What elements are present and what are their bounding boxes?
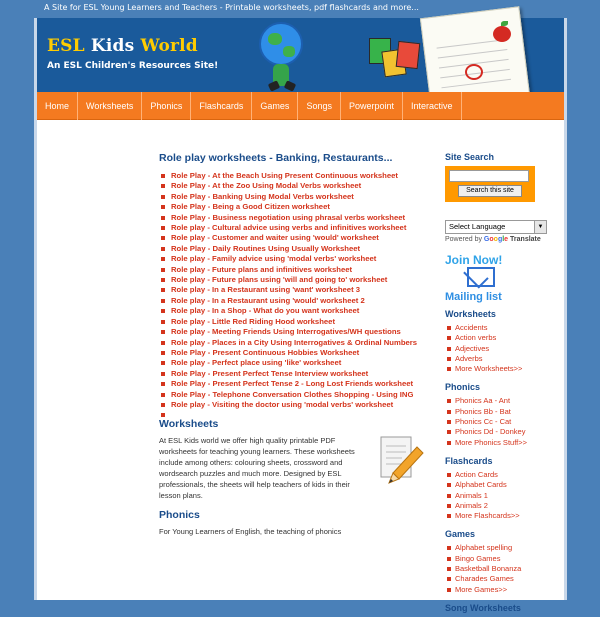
sidebar-games-list xyxy=(445,543,561,594)
role-play-link[interactable]: Role play - Cultural advice using verbs and infinitives worksheet xyxy=(159,223,435,233)
role-play-link[interactable]: Role play - Visiting the doctor using 'modal verbs' worksheet xyxy=(159,400,435,410)
sidebar-link[interactable]: Phonics Aa - Ant xyxy=(445,396,561,406)
sidebar-link[interactable]: Basketball Bonanza xyxy=(445,564,561,574)
sidebar-link[interactable]: Alphabet Cards xyxy=(445,480,561,490)
pencil-paper-icon xyxy=(377,433,423,489)
google-logo-icon: Google xyxy=(483,236,509,243)
role-play-link[interactable]: Role play - In a Shop - What do you want worksheet xyxy=(159,306,435,316)
nav-worksheets[interactable]: Worksheets xyxy=(78,92,142,120)
translate-label: Translate xyxy=(510,236,541,243)
join-now-label: Join Now! xyxy=(445,253,503,267)
kid-leg-icon xyxy=(284,80,296,91)
sidebar-link[interactable]: More Flashcards>> xyxy=(445,511,561,521)
worksheets-description: At ESL Kids world we offer high quality printable PDF worksheets for teaching young learners. These worksheets include among others: colouring sheets, crossword and wordsearch puzzles and much more. Designed by ESL professionals, the sheets will help teachers of kids in their lesson plans. xyxy=(159,436,355,501)
alphabet-blocks-icon xyxy=(369,38,419,84)
nav-games[interactable]: Games xyxy=(252,92,298,120)
sidebar-link[interactable]: Phonics Cc - Cat xyxy=(445,417,561,427)
logo-esl: ESL xyxy=(47,36,85,56)
language-select[interactable] xyxy=(445,220,547,234)
sidebar-link[interactable]: Adverbs xyxy=(445,354,561,364)
sidebar-link[interactable]: Adjectives xyxy=(445,344,561,354)
sidebar-games-heading: Games xyxy=(445,529,476,540)
role-play-link[interactable]: Role play - Perfect place using 'like' worksheet xyxy=(159,358,435,368)
main-nav xyxy=(37,92,564,120)
role-play-link[interactable]: Role play - Places in a City Using Interrogatives & Ordinal Numbers xyxy=(159,338,435,348)
nav-flashcards[interactable]: Flashcards xyxy=(191,92,252,120)
grade-circle-icon xyxy=(465,64,483,80)
site-subtitle: An ESL Children's Resources Site! xyxy=(47,61,219,71)
role-play-link[interactable]: Role play - Future plans and infinitives worksheet xyxy=(159,265,435,275)
site-search-heading: Site Search xyxy=(445,152,495,162)
role-play-link[interactable]: Role play - In a Restaurant using 'want' worksheet 3 xyxy=(159,285,435,295)
sidebar-link[interactable]: Accidents xyxy=(445,323,561,333)
search-button[interactable]: Search this site xyxy=(458,185,522,197)
role-play-link[interactable]: Role Play - Present Perfect Tense 2 - Long Lost Friends worksheet xyxy=(159,379,435,389)
role-play-link[interactable]: Role Play - Business negotiation using phrasal verbs worksheet xyxy=(159,213,435,223)
sidebar-link[interactable]: Alphabet spelling xyxy=(445,543,561,553)
phonics-heading: Phonics xyxy=(159,509,200,522)
search-input[interactable] xyxy=(449,170,529,182)
nav-songs[interactable]: Songs xyxy=(298,92,341,120)
site-tagline: A Site for ESL Young Learners and Teachers - Printable worksheets, pdf flashcards and more... xyxy=(44,3,419,12)
sidebar xyxy=(445,152,561,617)
sidebar-songs-heading: Song Worksheets xyxy=(445,602,521,613)
sidebar-worksheets-list xyxy=(445,323,561,374)
role-play-link[interactable]: Role play - Family advice using 'modal verbs' worksheet xyxy=(159,254,435,264)
chevron-down-icon: ▼ xyxy=(534,221,546,233)
role-play-link[interactable]: Role Play - Being a Good Citizen worksheet xyxy=(159,202,435,212)
site-header xyxy=(37,18,564,92)
sidebar-link[interactable]: Action Cards xyxy=(445,470,561,480)
sidebar-link[interactable]: Animals 1 xyxy=(445,491,561,501)
mailing-list-label: Mailing list xyxy=(445,291,502,303)
main-content xyxy=(159,152,439,537)
role-play-list xyxy=(159,171,439,410)
page-container xyxy=(34,18,567,613)
role-play-link[interactable]: Role Play - Present Perfect Tense Interview worksheet xyxy=(159,369,435,379)
sidebar-link[interactable]: Phonics Bb - Bat xyxy=(445,407,561,417)
powered-by-google xyxy=(445,236,561,243)
page-title: Role play worksheets - Banking, Restaurants... xyxy=(159,152,393,164)
powered-by-label: Powered by xyxy=(445,236,482,243)
sidebar-link[interactable]: Animals 2 xyxy=(445,501,561,511)
role-play-link[interactable]: Role play - In a Restaurant using 'would' worksheet 2 xyxy=(159,296,435,306)
sidebar-link[interactable]: Action verbs xyxy=(445,333,561,343)
site-logo-title[interactable] xyxy=(47,36,198,56)
sidebar-link[interactable]: More Games>> xyxy=(445,585,561,595)
logo-kids: Kids xyxy=(90,36,135,56)
sidebar-link[interactable]: More Worksheets>> xyxy=(445,364,561,374)
mailing-list-promo[interactable] xyxy=(445,253,525,309)
sidebar-flashcards-list xyxy=(445,470,561,521)
nav-interactive[interactable]: Interactive xyxy=(403,92,462,120)
role-play-link[interactable]: Role Play - Telephone Conversation Clothes Shopping - Using ING xyxy=(159,390,435,400)
globe-illustration-icon xyxy=(259,22,303,66)
sidebar-worksheets-heading: Worksheets xyxy=(445,309,496,319)
sidebar-link[interactable]: Phonics Dd - Donkey xyxy=(445,427,561,437)
sidebar-link[interactable]: Charades Games xyxy=(445,574,561,584)
role-play-link[interactable]: Role play - Future plans using 'will and going to' worksheet xyxy=(159,275,435,285)
sidebar-flashcards-heading: Flashcards xyxy=(445,455,493,466)
apple-icon xyxy=(493,26,511,42)
role-play-link[interactable]: Role Play - At the Beach Using Present Continuous worksheet xyxy=(159,171,435,181)
phonics-description: For Young Learners of English, the teaching of phonics xyxy=(159,527,342,537)
role-play-link[interactable]: Role Play - At the Zoo Using Modal Verbs worksheet xyxy=(159,181,435,191)
nav-phonics[interactable]: Phonics xyxy=(142,92,191,120)
language-select-label: Select Language xyxy=(449,222,506,231)
role-play-link[interactable]: Role play - Little Red Riding Hood worksheet xyxy=(159,317,435,327)
search-box xyxy=(445,166,535,202)
role-play-link[interactable]: Role play - Meeting Friends Using Interrogatives/WH questions xyxy=(159,327,435,337)
sidebar-phonics-list xyxy=(445,396,561,447)
nav-powerpoint[interactable]: Powerpoint xyxy=(341,92,403,120)
role-play-link[interactable]: Role play - Customer and waiter using 'would' worksheet xyxy=(159,233,435,243)
sidebar-link[interactable]: Bingo Games xyxy=(445,554,561,564)
role-play-link[interactable]: Role Play - Banking Using Modal Verbs worksheet xyxy=(159,192,435,202)
sidebar-link[interactable]: More Phonics Stuff>> xyxy=(445,438,561,448)
role-play-link[interactable]: Role Play - Daily Routines Using Usually Worksheet xyxy=(159,244,435,254)
worksheets-heading: Worksheets xyxy=(159,418,219,431)
envelope-icon xyxy=(467,267,495,287)
role-play-link[interactable]: Role Play - Present Continuous Hobbies Worksheet xyxy=(159,348,435,358)
sidebar-phonics-heading: Phonics xyxy=(445,382,481,393)
nav-home[interactable]: Home xyxy=(37,92,78,120)
logo-world: World xyxy=(140,36,198,56)
